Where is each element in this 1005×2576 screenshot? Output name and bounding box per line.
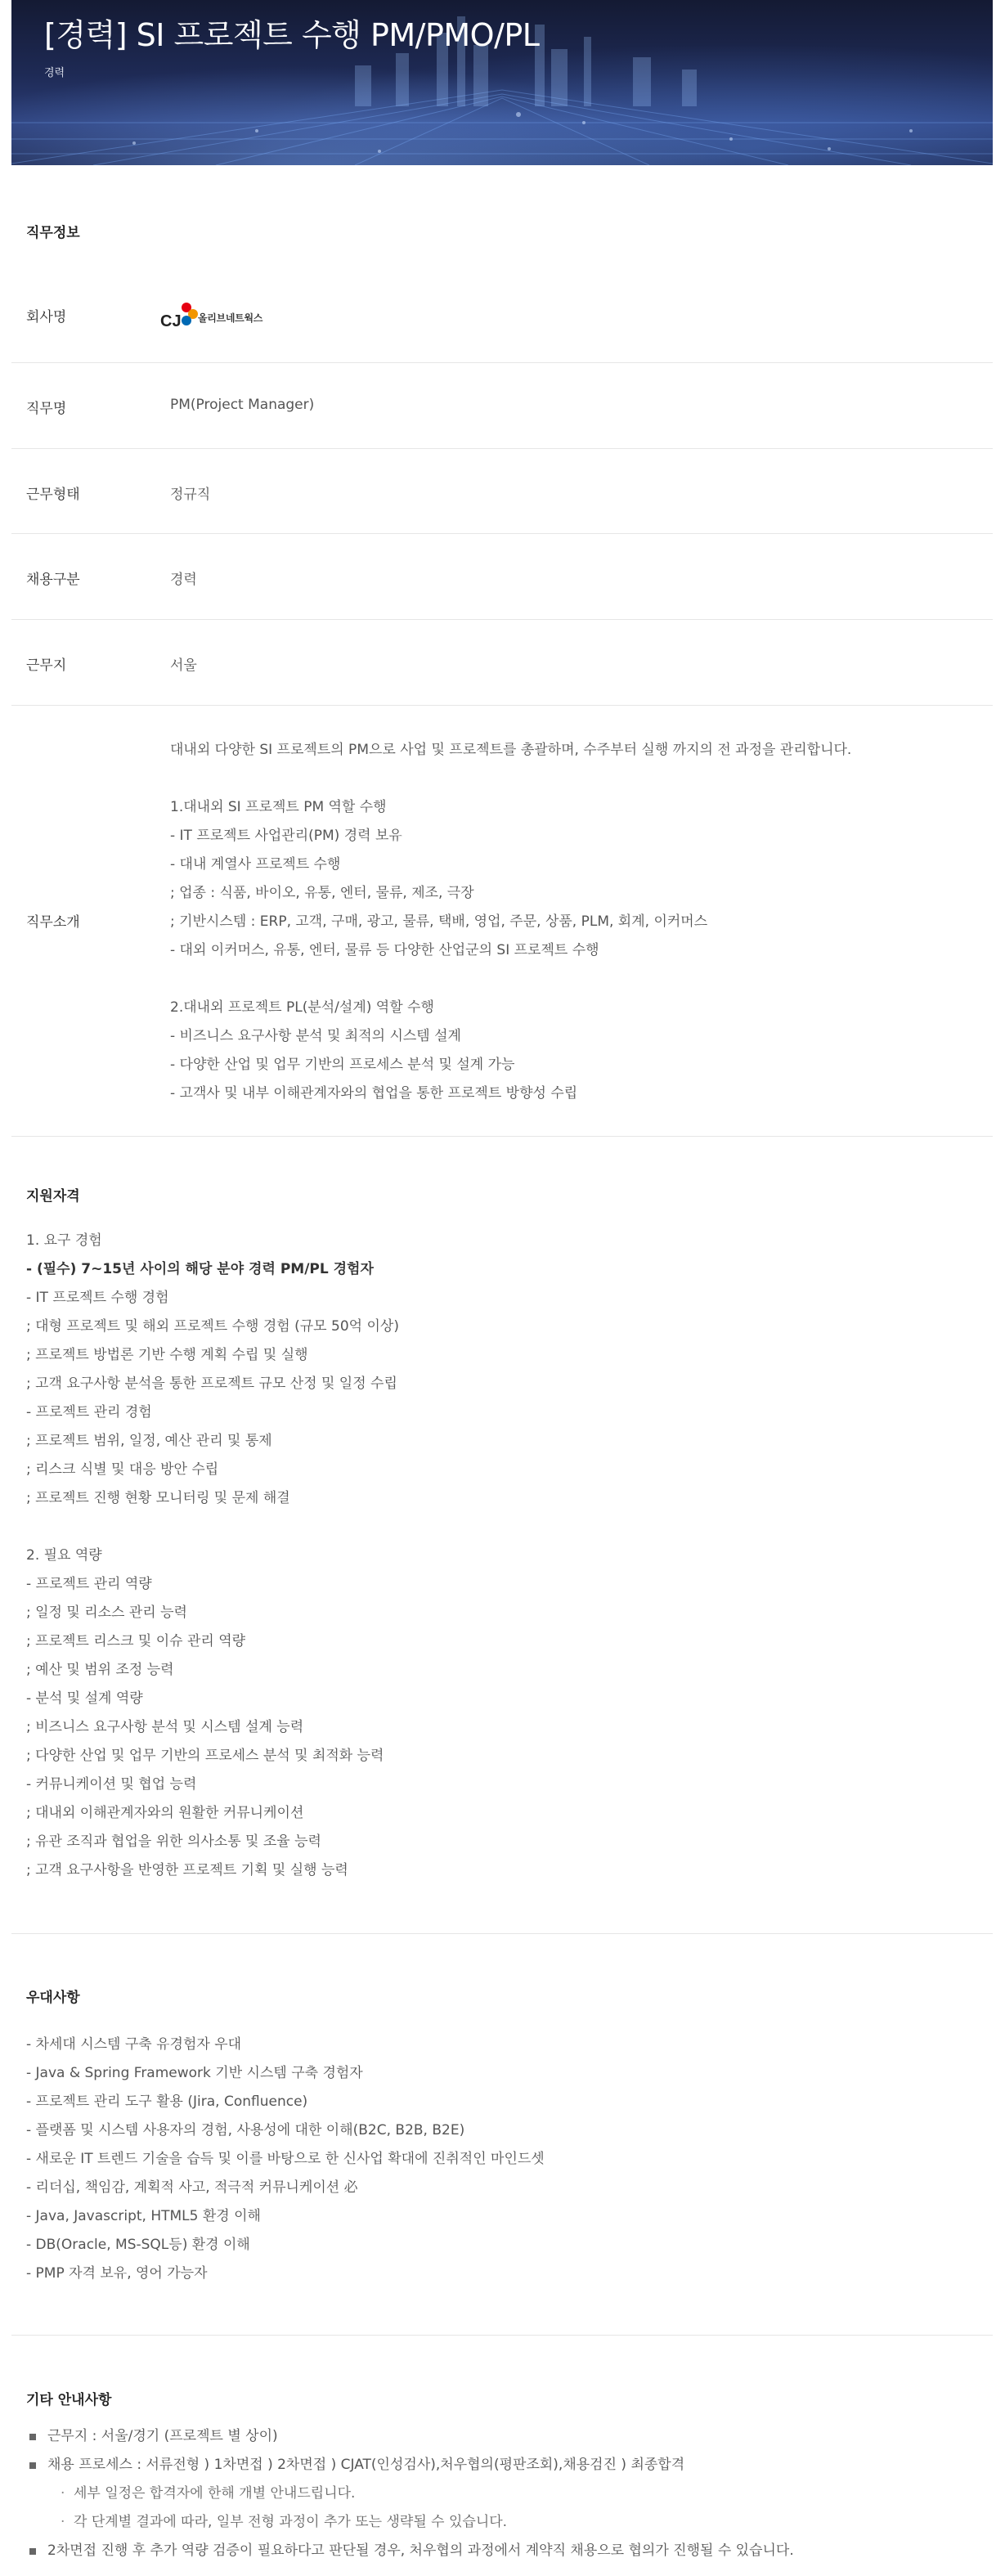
other-info-heading: 기타 안내사항 — [26, 2392, 112, 2408]
qualification-line: ; 유관 조직과 협업을 위한 의사소통 및 조율 능력 — [26, 1833, 321, 1850]
intro-line: - 대외 이커머스, 유통, 엔터, 물류 등 다양한 산업군의 SI 프로젝트 수행 — [170, 942, 599, 958]
other-info-item: 2차면접 진행 후 추가 역량 검증이 필요하다고 판단될 경우, 처우협의 과정에서 계약직 채용으로 협의가 진행될 수 있습니다. — [26, 2537, 794, 2565]
hire-type-value: 경력 — [170, 572, 197, 588]
qualification-line: - 분석 및 설계 역량 — [26, 1690, 143, 1707]
intro-line: - 고객사 및 내부 이해관계자와의 협업을 통한 프로젝트 방향성 수립 — [170, 1085, 578, 1102]
company-label: 회사명 — [26, 309, 67, 325]
qualification-line: - IT 프로젝트 수행 경험 — [26, 1290, 169, 1306]
intro-line: - IT 프로젝트 사업관리(PM) 경력 보유 — [170, 828, 402, 844]
qualification-line — [26, 1513, 399, 1542]
other-info-subitem: · 세부 일정은 합격자에 한해 개별 안내드립니다. — [26, 2480, 794, 2508]
intro-line: - 다양한 산업 및 업무 기반의 프로세스 분석 및 설계 가능 — [170, 1057, 515, 1073]
section-divider — [11, 1933, 993, 1934]
company-logo-text: 올리브네트웍스 — [198, 312, 263, 324]
svg-text:CJ: CJ — [160, 312, 182, 330]
other-info-item: 근무지 : 서울/경기 (프로젝트 별 상이) — [26, 2422, 794, 2451]
work-type-value: 정규직 — [170, 487, 211, 503]
location-row — [11, 620, 993, 706]
location-label: 근무지 — [26, 657, 67, 674]
job-title-row — [11, 363, 993, 449]
hire-type-row — [11, 534, 993, 620]
preferred-line: - DB(Oracle, MS-SQL등) 환경 이해 — [26, 2237, 250, 2253]
qualification-line: ; 다양한 산업 및 업무 기반의 프로세스 분석 및 최적화 능력 — [26, 1748, 384, 1764]
preferred-line: - 플랫폼 및 시스템 사용자의 경험, 사용성에 대한 이해(B2C, B2B, B2E) — [26, 2122, 465, 2138]
page-title: [경력] SI 프로젝트 수행 PM/PMO/PL — [44, 17, 540, 53]
preferred-line: - PMP 자격 보유, 영어 가능자 — [26, 2265, 208, 2282]
qualification-line: 1. 요구 경험 — [26, 1232, 102, 1249]
career-type-label: 경력 — [44, 67, 65, 79]
work-type-label: 근무형태 — [26, 487, 80, 503]
other-info-list — [26, 2422, 794, 2565]
intro-line: - 비즈니스 요구사항 분석 및 최적의 시스템 설계 — [170, 1028, 461, 1044]
intro-line: 대내외 다양한 SI 프로젝트의 PM으로 사업 및 프로젝트를 총괄하며, 수주부터 실행 까지의 전 과정을 관리합니다. — [170, 742, 852, 758]
preferred-text — [26, 2031, 545, 2288]
preferred-line: - 새로운 IT 트렌드 기술을 습득 및 이를 바탕으로 한 신사업 확대에 진취적인 마인드셋 — [26, 2151, 545, 2167]
preferred-line: - 리더십, 책임감, 계획적 사고, 적극적 커뮤니케이션 必 — [26, 2179, 358, 2196]
qualification-line: ; 대형 프로젝트 및 해외 프로젝트 수행 경험 (규모 50억 이상) — [26, 1318, 399, 1335]
qualification-line: ; 일정 및 리소스 관리 능력 — [26, 1604, 187, 1621]
preferred-heading: 우대사항 — [26, 1990, 80, 2006]
job-title-label: 직무명 — [26, 401, 67, 417]
qualification-line: ; 비즈니스 요구사항 분석 및 시스템 설계 능력 — [26, 1719, 304, 1735]
preferred-line: - 프로젝트 관리 도구 활용 (Jira, Confluence) — [26, 2094, 308, 2110]
intro-line: - 대내 계열사 프로젝트 수행 — [170, 856, 341, 873]
location-value: 서울 — [170, 657, 197, 674]
intro-line: 1.대내외 SI 프로젝트 PM 역할 수행 — [170, 799, 387, 815]
preferred-line: - 차세대 시스템 구축 유경험자 우대 — [26, 2036, 242, 2053]
qualification-line: ; 예산 및 범위 조정 능력 — [26, 1662, 174, 1678]
qualification-line: ; 프로젝트 방법론 기반 수행 계획 수립 및 실행 — [26, 1347, 308, 1363]
intro-line — [170, 965, 988, 994]
qualification-line: - 프로젝트 관리 경험 — [26, 1404, 152, 1420]
qualification-line: ; 프로젝트 진행 현황 모니터링 및 문제 해결 — [26, 1490, 290, 1506]
qualification-line: - (필수) 7~15년 사이의 해당 분야 경력 PM/PL 경험자 — [26, 1261, 374, 1277]
intro-line — [170, 765, 988, 793]
qualification-line: ; 고객 요구사항을 반영한 프로젝트 기획 및 실행 능력 — [26, 1862, 348, 1878]
qualification-line: ; 대내외 이해관계자와의 원활한 커뮤니케이션 — [26, 1805, 304, 1821]
qualification-line: - 커뮤니케이션 및 협업 능력 — [26, 1776, 197, 1793]
preferred-line: - Java & Spring Framework 기반 시스템 구축 경험자 — [26, 2065, 363, 2081]
preferred-line: - Java, Javascript, HTML5 환경 이해 — [26, 2208, 261, 2224]
job-info-heading: 직무정보 — [26, 225, 80, 241]
other-info-item: 채용 프로세스 : 서류전형 ) 1차면접 ) 2차면접 ) CJAT(인성검사),처우협의(평판조회),채용검진 ) 최종합격 — [26, 2451, 794, 2480]
qualifications-text — [26, 1227, 399, 1885]
job-intro-text — [170, 736, 988, 1108]
section-divider — [11, 2335, 993, 2336]
company-logo — [159, 300, 281, 333]
qualifications-heading: 지원자격 — [26, 1188, 80, 1205]
cj-logo-icon — [159, 300, 198, 333]
job-intro-label: 직무소개 — [26, 914, 80, 931]
qualification-line: ; 프로젝트 리스크 및 이슈 관리 역량 — [26, 1633, 246, 1649]
qualification-line: ; 고객 요구사항 분석을 통한 프로젝트 규모 산정 및 일정 수립 — [26, 1376, 397, 1392]
hero-banner — [11, 0, 993, 165]
qualification-line: ; 리스크 식별 및 대응 방안 수립 — [26, 1461, 219, 1478]
hire-type-label: 채용구분 — [26, 572, 80, 588]
work-type-row — [11, 449, 993, 534]
qualification-line: 2. 필요 역량 — [26, 1547, 102, 1564]
qualification-line: ; 프로젝트 범위, 일정, 예산 관리 및 통제 — [26, 1433, 272, 1449]
intro-line: ; 기반시스템 : ERP, 고객, 구매, 광고, 물류, 택배, 영업, 주문, 상품, PLM, 회계, 이커머스 — [170, 913, 708, 930]
qualification-line: - 프로젝트 관리 역량 — [26, 1576, 152, 1592]
other-info-subitem: · 각 단계별 결과에 따라, 일부 전형 과정이 추가 또는 생략될 수 있습니다. — [26, 2508, 794, 2537]
job-title-value: PM(Project Manager) — [170, 397, 315, 413]
intro-line: 2.대내외 프로젝트 PL(분석/설계) 역할 수행 — [170, 999, 434, 1016]
intro-line: ; 업종 : 식품, 바이오, 유통, 엔터, 물류, 제조, 극장 — [170, 885, 474, 901]
